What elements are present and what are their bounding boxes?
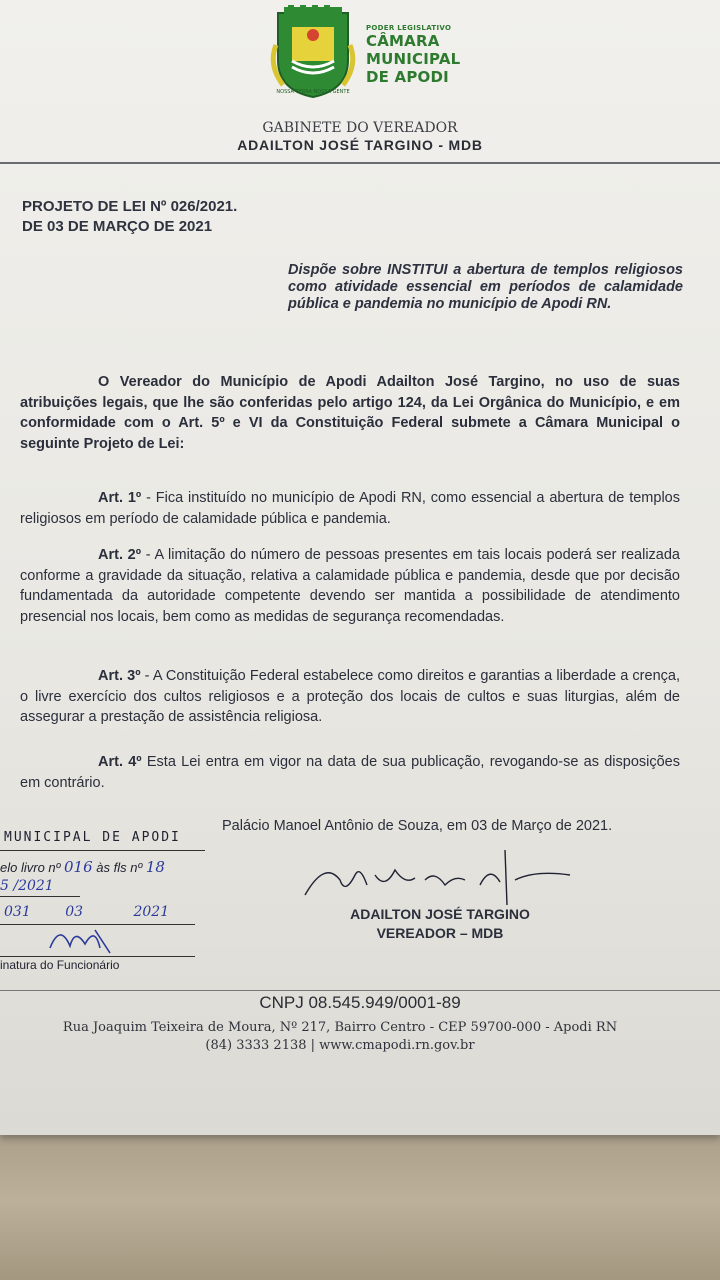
preamble-text: O Vereador do Município de Apodi Adailton José Targino, no uso de suas atribuições legais, que lhe são conferidas pelo artigo 124, da Lei Orgânica do Município, e em conformidade com o Art. 5º e VI da Constituição Federal submete a Câmara Municipal o seguinte Projeto de Lei: bbox=[20, 374, 680, 452]
bill-heading bbox=[22, 197, 237, 237]
header-divider bbox=[0, 162, 720, 164]
protocol-stamp bbox=[0, 828, 210, 978]
article-text: - A limitação do número de pessoas presentes em tais locais poderá ser realizada conforme a gravidade da situação, relativa a calamidade pública e pandemia, desde que por decisão fundamentada da autoridade competente devendo ser mantida a possibilidade de atendimento presencial nos locais, bem como as medidas de segurança recomendadas. bbox=[20, 547, 680, 625]
place-date: Palácio Manoel Antônio de Souza, em 03 de Março de 2021. bbox=[222, 818, 613, 834]
stamp-month: 03 bbox=[65, 904, 84, 920]
footer-divider bbox=[0, 990, 720, 991]
article-2 bbox=[20, 545, 680, 627]
brand-line-2: MUNICIPAL bbox=[366, 50, 461, 68]
stamp-book-line bbox=[0, 858, 165, 876]
article-label: Art. 2º bbox=[98, 547, 142, 563]
article-4 bbox=[20, 752, 680, 793]
clerk-signature-icon bbox=[40, 918, 130, 958]
signer-role: VEREADOR – MDB bbox=[376, 925, 504, 941]
svg-text:NOSSA TERRA NOSSA GENTE: NOSSA TERRA NOSSA GENTE bbox=[276, 89, 350, 95]
signer-name: ADAILTON JOSÉ TARGINO bbox=[350, 906, 530, 922]
brand-subtitle: PODER LEGISLATIVO bbox=[366, 24, 452, 32]
stamp-signature-label: inatura do Funcionário bbox=[0, 958, 120, 972]
stamp-book-value: 016 bbox=[64, 858, 93, 876]
stamp-line bbox=[0, 956, 195, 957]
floor-background bbox=[0, 1120, 720, 1280]
footer-cnpj: CNPJ 08.545.949/0001-89 bbox=[259, 993, 461, 1012]
article-label: Art. 4º bbox=[98, 754, 142, 770]
stamp-year: 2021 bbox=[133, 904, 170, 920]
bill-number: PROJETO DE LEI Nº 026/2021. bbox=[22, 198, 238, 215]
stamp-date-1: 5 /2021 bbox=[0, 878, 54, 894]
article-label: Art. 1º bbox=[98, 490, 142, 506]
article-text: - Fica instituído no município de Apodi RN, como essencial a abertura de templos religiosos em período de calamidade pública e pandemia. bbox=[20, 490, 680, 527]
footer-contact: (84) 3333 2138 | www.cmapodi.rn.gov.br bbox=[205, 1038, 475, 1053]
article-3 bbox=[20, 666, 680, 728]
stamp-title: MUNICIPAL DE APODI bbox=[4, 830, 181, 845]
signature-block bbox=[300, 905, 580, 943]
bill-date: DE 03 DE MARÇO DE 2021 bbox=[22, 218, 213, 235]
councilor-signature-icon bbox=[295, 840, 585, 910]
article-1 bbox=[20, 488, 680, 529]
footer-address: Rua Joaquim Teixeira de Moura, Nº 217, Bairro Centro - CEP 59700-000 - Apodi RN bbox=[62, 1020, 618, 1035]
bill-summary: Dispõe sobre INSTITUI a abertura de templos religiosos como atividade essencial em períodos de calamidade pública e pandemia no município de Apodi RN. bbox=[288, 262, 683, 312]
stamp-line bbox=[0, 850, 205, 851]
preamble-paragraph bbox=[20, 372, 680, 454]
stamp-page-label: às fls nº bbox=[96, 860, 143, 875]
councilor-heading: ADAILTON JOSÉ TARGINO - MDB bbox=[237, 137, 483, 153]
stamp-page-value: 18 bbox=[145, 858, 165, 876]
stamp-day: 031 bbox=[4, 904, 31, 920]
article-label: Art. 3º bbox=[98, 668, 141, 684]
office-heading: GABINETE DO VEREADOR bbox=[262, 120, 458, 136]
stamp-line bbox=[0, 896, 80, 897]
brand-line-3: DE APODI bbox=[366, 68, 449, 86]
council-brand bbox=[366, 24, 460, 86]
city-council-crest-icon bbox=[268, 5, 358, 100]
article-text: Esta Lei entra em vigor na data de sua publicação, revogando-se as disposições em contrário. bbox=[20, 754, 680, 791]
stamp-book-label: elo livro nº bbox=[0, 860, 61, 875]
article-text: - A Constituição Federal estabelece como direitos e garantias a liberdade a crença, o livre exercício dos cultos religiosos e a proteção dos locais de cultos e suas liturgias, além de assegurar a prestação de assistência religiosa. bbox=[20, 668, 680, 725]
brand-line-1: CÂMARA bbox=[366, 32, 440, 50]
